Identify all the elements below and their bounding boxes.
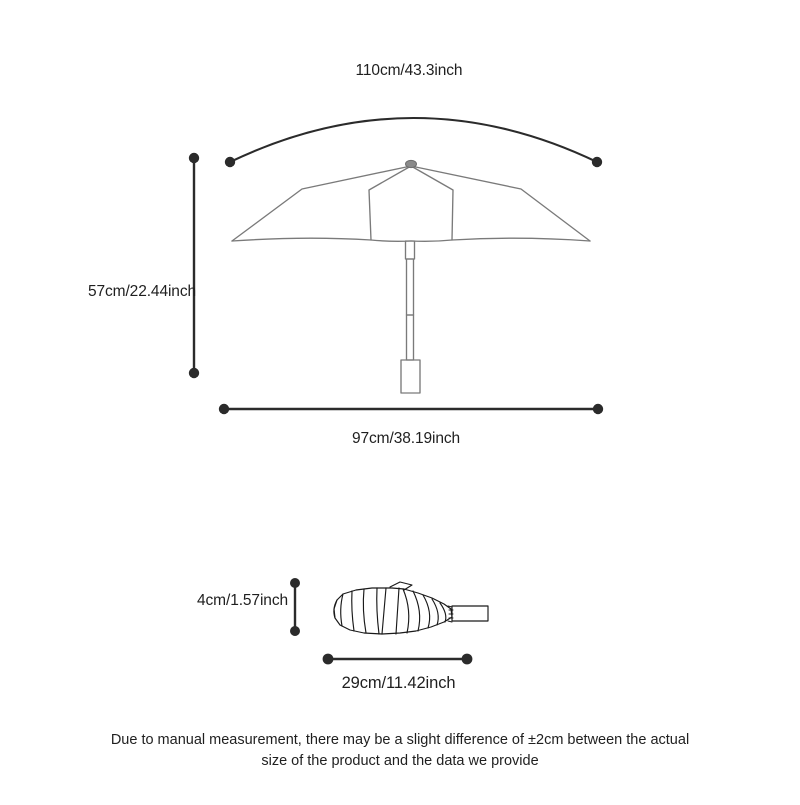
folded-umbrella-drawing: [334, 582, 488, 634]
canopy-rib-left-inner: [369, 166, 411, 240]
width-base-dot-right: [593, 404, 603, 414]
canopy-hem-right: [411, 238, 590, 241]
folded-wrap-5: [440, 603, 446, 622]
disclaimer-line-2: actual size of the product and the data we provide: [261, 732, 690, 769]
dimension-length-folded: [323, 654, 473, 665]
canopy-edge-right: [411, 166, 590, 241]
canopy-finial: [406, 160, 417, 167]
measurement-disclaimer: [100, 730, 700, 772]
label-height-open: 57cm/22.44inch: [87, 283, 196, 300]
width-open-arc-line: [230, 118, 597, 162]
folded-crease-2: [363, 589, 366, 633]
disclaimer-line-1: Due to manual measurement, there may be a slight difference of ±2cm between the: [110, 732, 647, 748]
canopy-edge-left: [232, 166, 411, 241]
folded-crease-3: [377, 588, 379, 634]
folded-tip-crease: [341, 594, 343, 626]
shaft-tube-lower: [407, 315, 414, 360]
label-thickness-folded: 4cm/1.57inch: [197, 592, 288, 609]
folded-strap-edge-right: [396, 588, 399, 634]
folded-wrap-1: [403, 589, 409, 633]
open-umbrella-drawing: [232, 160, 590, 393]
label-width-base: 97cm/38.19inch: [351, 430, 461, 447]
folded-wrap-2: [413, 591, 420, 631]
canopy-rib-right-inner: [411, 166, 453, 240]
folded-handle: [452, 606, 488, 621]
width-open-arc-dot-left: [225, 157, 235, 167]
dimension-width-open: [225, 118, 602, 167]
shaft-tube-upper: [407, 259, 414, 315]
height-open-dot-top: [189, 153, 199, 163]
folded-crease-1: [352, 591, 354, 631]
folded-wrap-3: [423, 595, 430, 628]
dimension-width-base: [219, 404, 603, 414]
thickness-folded-dot-bottom: [290, 626, 300, 636]
dimension-height-open: [189, 153, 199, 378]
width-base-dot-left: [219, 404, 229, 414]
label-width-open: 110cm/43.3inch: [355, 62, 463, 79]
umbrella-handle: [401, 360, 420, 393]
shaft-collar: [406, 241, 415, 259]
thickness-folded-dot-top: [290, 578, 300, 588]
height-open-dot-bottom: [189, 368, 199, 378]
width-open-arc-dot-right: [592, 157, 602, 167]
label-length-folded: 29cm/11.42inch: [341, 674, 456, 692]
dimension-thickness-folded: [290, 578, 300, 636]
length-folded-dot-left: [323, 654, 334, 665]
folded-wrap-4: [432, 599, 438, 625]
length-folded-dot-right: [462, 654, 473, 665]
canopy-hem-left: [232, 238, 411, 241]
folded-strap-edge-left: [382, 588, 386, 634]
